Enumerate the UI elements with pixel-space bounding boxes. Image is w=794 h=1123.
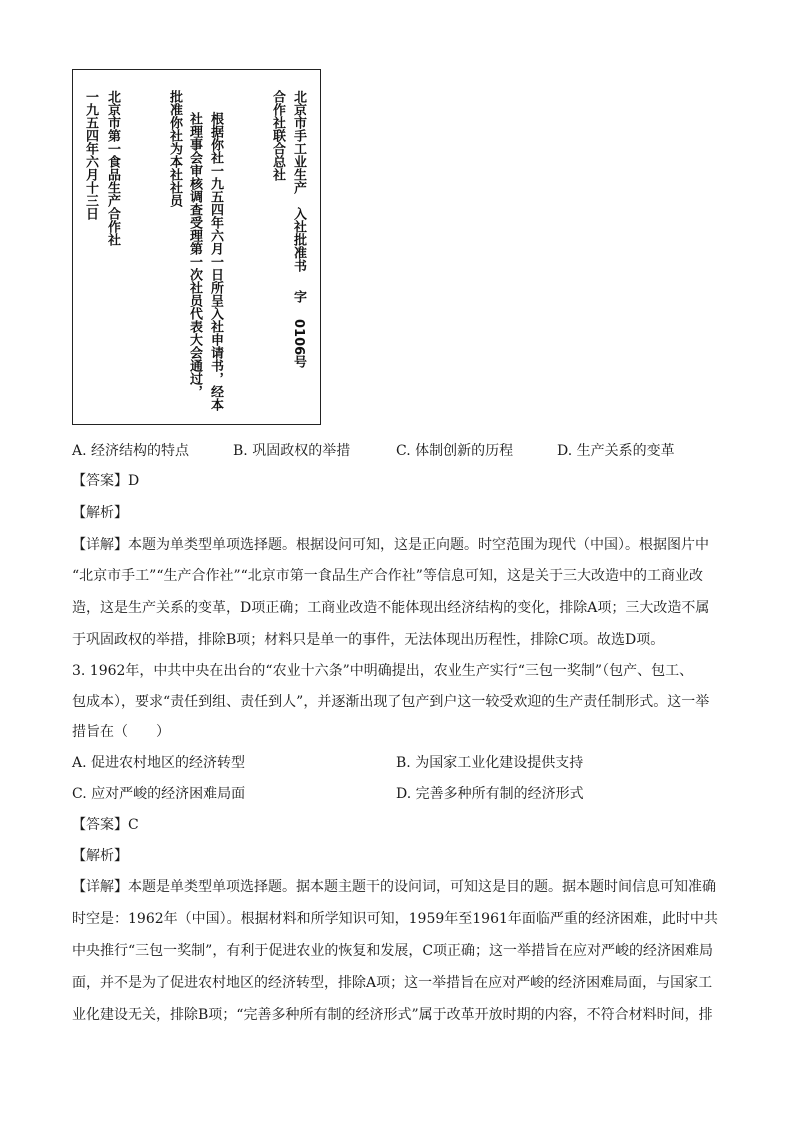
cert-col-date: 一九五四年六月十三日: [83, 90, 98, 220]
cert-col-issuer: 北京市第一食品生产合作社: [105, 90, 120, 246]
cert-number: 0106号: [291, 319, 306, 369]
q3-detail-line: 【详解】本题是单类型单项选择题。据本题主题干的设问词，可知这是目的题。据本题时间信息可知准确: [72, 879, 716, 895]
q3-detail-line: 面，并不是为了促进农村地区的经济转型，排除A项；这一举措旨在应对严峻的经济困难局面，与国家工: [72, 975, 713, 991]
q2-detail-line: 造，这是生产关系的变革，D项正确；工商业改造不能体现出经济结构的变化，排除A项；三大改造不属: [72, 600, 710, 616]
q3-analysis-label: 【解析】: [72, 848, 128, 864]
cert-org-name: 北京市手工业生产: [291, 90, 306, 194]
q3-option-a: A. 促进农村地区的经济转型: [72, 755, 246, 771]
q2-detail-line: “北京市手工”“生产合作社”“北京市第一食品生产合作社”等信息可知，这是关于三大改造中的工商业改: [72, 568, 703, 584]
q3-option-b: B. 为国家工业化建设提供支持: [396, 755, 584, 771]
cert-col-body1: 根据你社一九五四年六月一日所呈入社申请书，经本: [208, 112, 223, 411]
q2-option-c: C. 体制创新的历程: [396, 443, 514, 459]
q3-option-d: D. 完善多种所有制的经济形式: [396, 786, 584, 802]
q3-stem-line: 包成本），要求“责任到组、责任到人”，并逐渐出现了包产到户这一较受欢迎的生产责任制形式。这一举: [72, 694, 710, 710]
cert-col-org: [292, 90, 305, 368]
q2-option-a: A. 经济结构的特点: [72, 443, 190, 459]
cert-char-label: 字: [291, 290, 306, 303]
q3-detail-line: 业化建设无关，排除B项；“完善多种所有制的经济形式”属于改革开放时期的内容，不符合材料时间，排: [72, 1007, 713, 1023]
q3-answer: 【答案】C: [72, 817, 139, 833]
q3-detail-line: 中央推行“三包一奖制”，有利于促进农业的恢复和发展，C项正确；这一举措旨在应对严峻的经济困难局: [72, 943, 714, 959]
cert-doc-title: 入社批准书: [291, 207, 306, 272]
cert-col-org2: 合作社联合总社: [270, 90, 285, 181]
q3-option-c: C. 应对严峻的经济困难局面: [72, 786, 246, 802]
q2-option-d: D. 生产关系的变革: [557, 443, 675, 459]
cert-col-body2: 社理事会审核调查受理第一次社员代表大会通过，: [187, 112, 202, 398]
q2-answer: 【答案】D: [72, 473, 140, 489]
q2-analysis-label: 【解析】: [72, 505, 128, 521]
q3-detail-line: 时空是：1962年（中国）。根据材料和所学知识可知，1959年至1961年面临严重的经济困难，此时中共: [72, 911, 718, 927]
q2-detail-line: 于巩固政权的举措，排除B项；材料只是单一的事件，无法体现出历程性，排除C项。故选D项。: [72, 632, 665, 648]
cert-col-body3: 批准你社为本社社员: [167, 90, 182, 207]
q3-stem-line: 3. 1962年，中共中央在出台的“农业十六条”中明确提出，农业生产实行“三包一奖制”（包产、包工、: [72, 663, 694, 679]
q3-stem-line: 措旨在（ ）: [72, 724, 170, 740]
q2-detail-line: 【详解】本题为单类型单项选择题。根据设问可知，这是正向题。时空范围为现代（中国）。根据图片中: [72, 537, 709, 553]
certificate-image: [72, 69, 321, 425]
q2-option-b: B. 巩固政权的举措: [233, 443, 351, 459]
